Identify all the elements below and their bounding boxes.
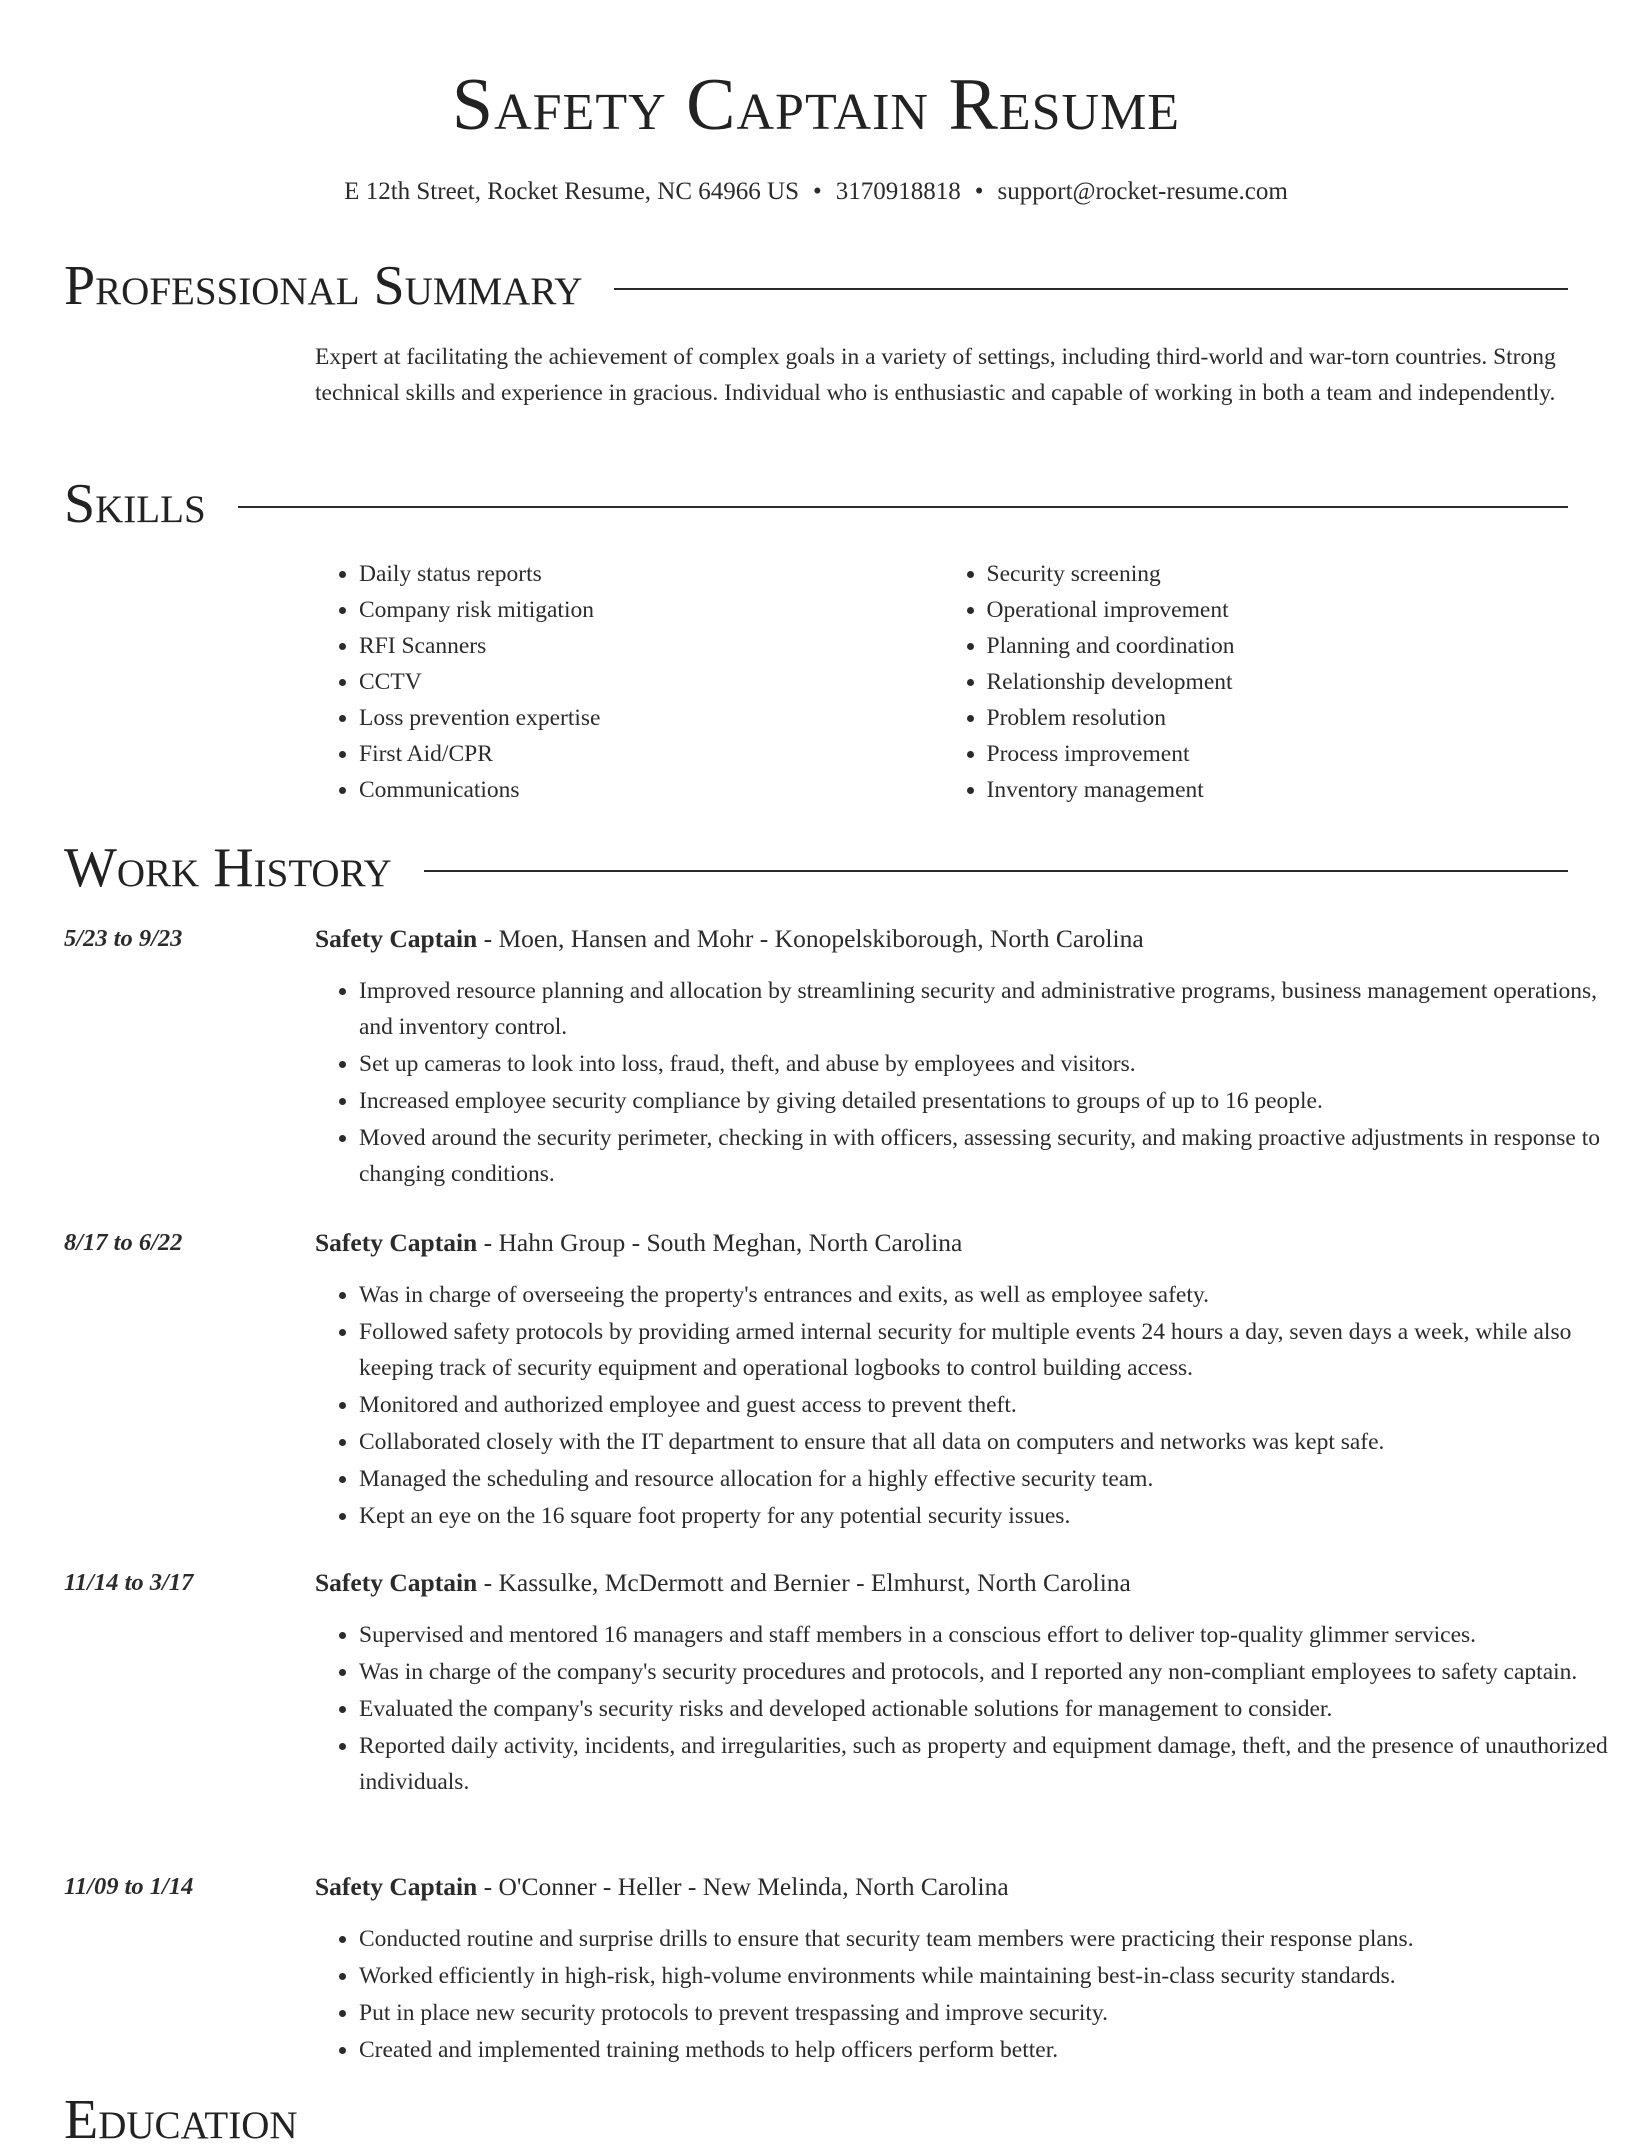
job-bullet: • Collaborated closely with the IT department to ensure that all data on computers and networks was kept safe. bbox=[359, 1424, 1619, 1460]
job-bullets bbox=[315, 1617, 1619, 1801]
contact-line bbox=[0, 174, 1632, 210]
skills-column-right bbox=[943, 556, 1571, 808]
job-role: Safety Captain bbox=[315, 1872, 478, 1901]
job-bullet: • Conducted routine and surprise drills to ensure that security team members were practicing their response plans. bbox=[359, 1921, 1619, 1957]
job-details: - Kassulke, McDermott and Bernier - Elmhurst, North Carolina bbox=[477, 1568, 1131, 1597]
job-bullet: • Created and implemented training methods to help officers perform better. bbox=[359, 2032, 1619, 2068]
job-bullet: • Reported daily activity, incidents, and irregularities, such as property and equipment damage, theft, and the presence of unauthorized individuals. bbox=[359, 1728, 1619, 1800]
section-divider bbox=[424, 870, 1568, 872]
work-heading: Work History bbox=[64, 837, 392, 899]
summary-section-header bbox=[64, 254, 1568, 318]
contact-phone: 3170918818 bbox=[835, 178, 961, 205]
job-heading bbox=[315, 1869, 1009, 1905]
education-heading: Education bbox=[64, 2089, 298, 2151]
job-bullet: • Was in charge of the company's security procedures and protocols, and I reported any non-compliant employees to safety captain. bbox=[359, 1654, 1619, 1690]
job-details: - Moen, Hansen and Mohr - Konopelskiborough, North Carolina bbox=[477, 924, 1144, 953]
skills-column-left bbox=[315, 556, 943, 808]
job-bullet: • Set up cameras to look into loss, fraud, theft, and abuse by employees and visitors. bbox=[359, 1046, 1619, 1082]
job-bullet: • Kept an eye on the 16 square foot property for any potential security issues. bbox=[359, 1498, 1619, 1534]
job-details: - Hahn Group - South Meghan, North Carolina bbox=[477, 1228, 963, 1257]
job-bullets bbox=[315, 1921, 1619, 2069]
skills-heading: Skills bbox=[64, 473, 206, 535]
summary-text: Expert at facilitating the achievement of complex goals in a variety of settings, including third-world and war-torn countries. Strong technical skills and experience in gracious. Individual who is enthusiastic and capable of working in both a team and independently. bbox=[315, 344, 1556, 406]
skill-item: • Planning and coordination bbox=[987, 628, 1571, 664]
resume-title: Safety Captain Resume bbox=[451, 64, 1181, 146]
skill-item: • Communications bbox=[359, 772, 943, 808]
skills-section-header bbox=[64, 472, 1568, 536]
skill-item: • Company risk mitigation bbox=[359, 592, 943, 628]
section-divider bbox=[238, 506, 1568, 508]
job-role: Safety Captain bbox=[315, 1568, 478, 1597]
skill-item: • Daily status reports bbox=[359, 556, 943, 592]
section-divider bbox=[614, 288, 1568, 290]
job-role: Safety Captain bbox=[315, 924, 478, 953]
skill-item: • First Aid/CPR bbox=[359, 736, 943, 772]
job-dates: 8/17 to 6/22 bbox=[64, 1229, 183, 1256]
job-dates: 5/23 to 9/23 bbox=[64, 925, 183, 952]
job-bullet: • Monitored and authorized employee and guest access to prevent theft. bbox=[359, 1387, 1619, 1423]
job-bullets bbox=[315, 973, 1619, 1193]
job-heading bbox=[315, 1565, 1131, 1601]
skill-item: • Process improvement bbox=[987, 736, 1571, 772]
skill-item: • Relationship development bbox=[987, 664, 1571, 700]
job-bullet: • Moved around the security perimeter, checking in with officers, assessing security, and making proactive adjustments in response to changing conditions. bbox=[359, 1120, 1619, 1192]
job-details: - O'Conner - Heller - New Melinda, North Carolina bbox=[477, 1872, 1009, 1901]
contact-separator: • bbox=[974, 178, 984, 205]
job-bullets bbox=[315, 1277, 1619, 1535]
job-bullet: • Evaluated the company's security risks and developed actionable solutions for management to consider. bbox=[359, 1691, 1619, 1727]
work-section-header bbox=[64, 836, 1568, 900]
skills-list bbox=[315, 556, 1570, 808]
skill-item: • CCTV bbox=[359, 664, 943, 700]
job-dates: 11/09 to 1/14 bbox=[64, 1873, 194, 1900]
skill-item: • Operational improvement bbox=[987, 592, 1571, 628]
job-bullet: • Was in charge of overseeing the property's entrances and exits, as well as employee safety. bbox=[359, 1277, 1619, 1313]
skill-item: • Problem resolution bbox=[987, 700, 1571, 736]
skill-item: • Inventory management bbox=[987, 772, 1571, 808]
summary-heading: Professional Summary bbox=[64, 255, 583, 317]
job-heading bbox=[315, 921, 1144, 957]
job-bullet: • Managed the scheduling and resource allocation for a highly effective security team. bbox=[359, 1461, 1619, 1497]
job-dates: 11/14 to 3/17 bbox=[64, 1569, 194, 1596]
skill-item: • Security screening bbox=[987, 556, 1571, 592]
job-bullet: • Worked efficiently in high-risk, high-volume environments while maintaining best-in-class security standards. bbox=[359, 1958, 1619, 1994]
job-heading bbox=[315, 1225, 962, 1261]
job-bullet: • Supervised and mentored 16 managers and staff members in a conscious effort to deliver top-quality glimmer services. bbox=[359, 1617, 1619, 1653]
contact-address: E 12th Street, Rocket Resume, NC 64966 US bbox=[344, 178, 799, 205]
job-bullet: • Improved resource planning and allocation by streamlining security and administrative programs, business management operations, and inventory control. bbox=[359, 973, 1619, 1045]
job-bullet: • Followed safety protocols by providing armed internal security for multiple events 24 hours a day, seven days a week, while also keeping track of security equipment and operational logbooks to control building access. bbox=[359, 1314, 1619, 1386]
job-role: Safety Captain bbox=[315, 1228, 478, 1257]
skill-item: • RFI Scanners bbox=[359, 628, 943, 664]
contact-separator: • bbox=[813, 178, 822, 205]
job-bullet: • Increased employee security compliance by giving detailed presentations to groups of up to 16 people. bbox=[359, 1083, 1619, 1119]
contact-email: support@rocket-resume.com bbox=[997, 178, 1288, 205]
skill-item: • Loss prevention expertise bbox=[359, 700, 943, 736]
job-bullet: • Put in place new security protocols to prevent trespassing and improve security. bbox=[359, 1995, 1619, 2031]
